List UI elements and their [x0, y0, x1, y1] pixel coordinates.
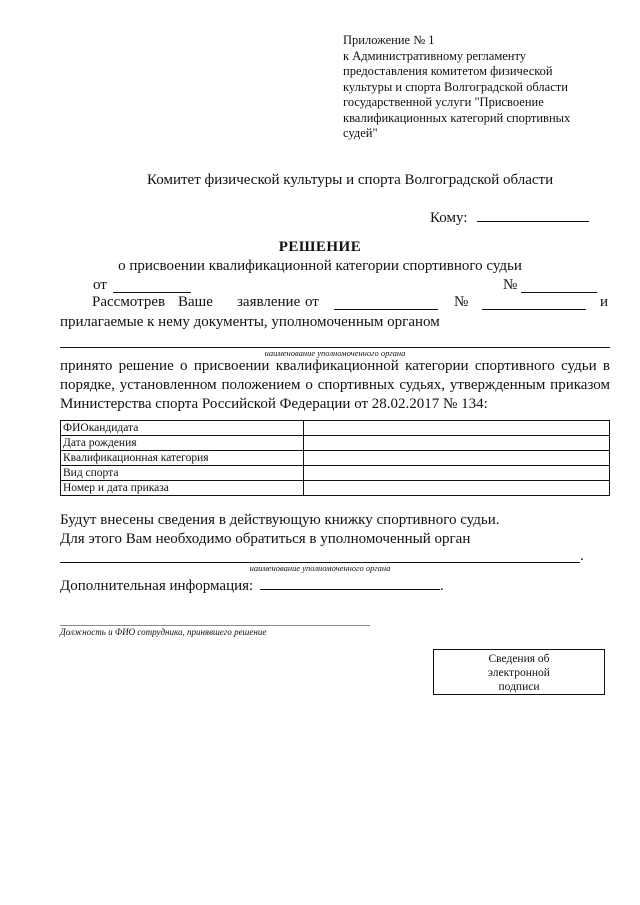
period-mark: .	[580, 548, 584, 564]
additional-info-line: Дополнительная информация: .	[60, 574, 444, 595]
decision-text: принято решение о присвоении квалификационной категории спортивного судьи в порядке, установленном положением о спортивных судьях, утвержденным приказом Министерства спорта Российской Федерации от 28.02.2017 № 134:	[60, 358, 610, 412]
table-row	[61, 481, 610, 496]
recipient-label: Кому:	[430, 210, 468, 226]
book-line-2: Для этого Вам необходимо обратиться в уполномоченный орган	[60, 531, 471, 547]
appendix-line: предоставления комитетом физической	[343, 64, 553, 78]
decision-number-blank[interactable]	[521, 277, 597, 293]
table-row-label: Дата рождения	[61, 436, 304, 451]
review-word: от	[305, 294, 319, 310]
document-title: РЕШЕНИЕ	[278, 239, 362, 255]
table-row-label: ФИОкандидата	[61, 421, 304, 436]
esign-line: электронной	[488, 667, 550, 679]
organ-caption: наименование уполномоченного органа	[264, 348, 406, 358]
table-row	[61, 436, 610, 451]
date-from-label: от	[93, 277, 107, 293]
table-row-value[interactable]	[304, 436, 610, 451]
review-line-2: прилагаемые к нему документы, уполномоченным органом	[60, 314, 440, 330]
additional-info-blank[interactable]	[260, 574, 440, 590]
recipient-line	[430, 206, 589, 227]
table-row-value[interactable]	[304, 421, 610, 436]
appendix-header	[343, 33, 603, 142]
application-number-blank[interactable]	[482, 294, 586, 310]
table-row-value[interactable]	[304, 466, 610, 481]
review-word: Ваше	[178, 294, 213, 310]
committee-name: Комитет физической культуры и спорта Волгоградской области	[147, 172, 554, 188]
appendix-line: квалификационных категорий спортивных	[343, 110, 571, 125]
official-caption: Должность и ФИО сотрудника, принявшего решение	[60, 627, 267, 637]
organ-caption-2: наименование уполномоченного органа	[249, 563, 391, 573]
table-row-value[interactable]	[304, 481, 610, 496]
recipient-blank[interactable]	[477, 206, 589, 222]
esign-line: подписи	[498, 681, 540, 693]
electronic-signature-box	[433, 649, 605, 695]
table-row-value[interactable]	[304, 451, 610, 466]
number-label: №	[503, 277, 518, 293]
appendix-line: государственной услуги "Присвоение	[343, 95, 544, 109]
table-row	[61, 466, 610, 481]
esign-line: Сведения об	[488, 653, 550, 665]
official-signature-blank[interactable]	[60, 625, 370, 626]
table-row	[61, 451, 610, 466]
review-word: и	[600, 294, 609, 310]
table-row	[61, 421, 610, 436]
review-word: Рассмотрев	[92, 294, 166, 310]
table-row-label: Квалификационная категория	[61, 451, 304, 466]
appendix-line: судей"	[343, 126, 378, 140]
review-word: №	[454, 294, 469, 310]
appendix-line: культуры и спорта Волгоградской области	[343, 79, 568, 94]
review-word: заявление	[237, 294, 301, 310]
appendix-line: Приложение № 1	[343, 33, 435, 47]
additional-info-label: Дополнительная информация:	[60, 578, 254, 594]
review-line	[92, 294, 610, 313]
decision-date-number-line	[93, 277, 598, 295]
candidate-info-table	[60, 420, 610, 496]
document-subtitle: о присвоении квалификационной категории спортивного судьи	[118, 258, 522, 274]
book-line-1: Будут внесены сведения в действующую книжку спортивного судьи.	[60, 512, 500, 528]
table-row-label: Номер и дата приказа	[61, 481, 304, 496]
decision-date-blank[interactable]	[113, 277, 191, 293]
appendix-line: к Административному регламенту	[343, 48, 527, 63]
table-row-label: Вид спорта	[61, 466, 304, 481]
application-date-blank[interactable]	[334, 294, 438, 310]
